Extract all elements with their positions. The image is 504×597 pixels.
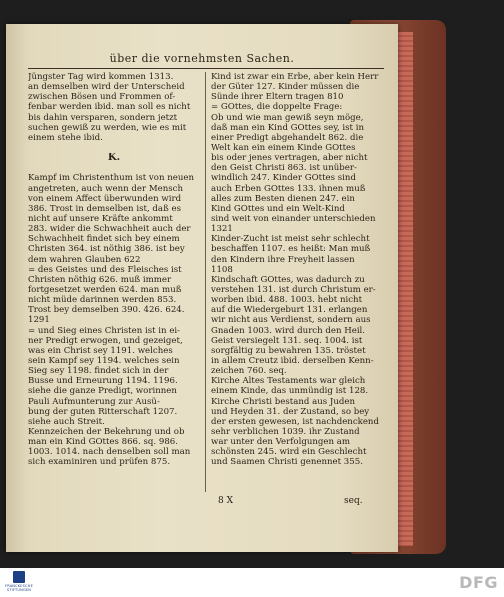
right-column <box>211 72 383 467</box>
text-line: = GOttes, die doppelte Frage: <box>211 102 343 113</box>
text-line: Kinder-Zucht ist meist sehr schlecht <box>211 234 370 245</box>
text-line: von einem Affect überwunden wird <box>28 193 182 204</box>
text-line: fenbar werden ibid. man soll es nicht <box>28 102 191 113</box>
text-line: 1321 <box>211 224 233 235</box>
viewer-footer <box>0 568 504 597</box>
text-line: Kind ist zwar ein Erbe, aber kein Herr <box>211 72 379 82</box>
text-line: Christen 364. ist nöthig 386. ist bey <box>28 244 185 255</box>
text-line: dem wahren Glauben 622 <box>28 254 141 265</box>
text-line: Kind GOttes und ein Welt-Kind <box>211 203 345 214</box>
text-line: 1003. 1014. nach denselben soll man <box>28 447 191 458</box>
text-line: auch Erben GOttes 133. ihnen muß <box>211 183 366 194</box>
text-line: siehe auch Streit. <box>28 416 105 427</box>
text-line: siehe die ganze Predigt, worinnen <box>28 386 177 397</box>
francke-logo[interactable] <box>4 571 34 594</box>
text-line: schönsten 245. wird ein Geschlecht <box>211 447 367 458</box>
text-line: bis dahin versparen, sondern jetzt <box>28 112 178 123</box>
text-line: Sünde ihrer Eltern tragen 810 <box>211 92 344 103</box>
left-column <box>28 72 200 467</box>
text-line: und Heyden 31. der Zustand, so bey <box>211 406 370 417</box>
text-line: Gnaden 1003. wird durch den Heil. <box>211 325 366 336</box>
catchword: seq. <box>344 496 363 506</box>
text-line: war unter den Verfolgungen am <box>211 437 351 448</box>
text-line: bis oder jenes vertragen, aber nicht <box>211 153 368 164</box>
text-line: der Güter 127. Kinder müssen die <box>211 82 360 93</box>
francke-logo-text: FRANCKESCHE STIFTUNGEN <box>5 584 33 592</box>
text-line: was ein Christ sey 1191. welches <box>28 345 173 356</box>
text-line: den Kindern ihre Freyheit lassen <box>211 254 355 265</box>
text-line: ner Predigt erwogen, und gezeiget, <box>28 335 183 346</box>
text-line: Trost bey demselben 390. 426. 624. <box>28 305 185 316</box>
text-line: 386. Trost in demselben ist, daß es <box>28 203 181 214</box>
text-line: suchen gewiß zu werden, wie es mit <box>28 122 187 133</box>
text-line: nicht müde darinnen werden 853. <box>28 295 177 306</box>
text-line: Kindschaft GOttes, was dadurch zu <box>211 274 365 285</box>
text-line: Ob und wie man gewiß seyn möge, <box>211 112 364 123</box>
text-line: einem stehe ibid. <box>28 132 103 143</box>
text-line: verstehen 131. ist durch Christum er- <box>211 284 376 295</box>
text-line: Christen nöthig 626. muß immer <box>28 274 172 285</box>
text-line: an demselben wird der Unterscheid <box>28 82 185 93</box>
text-line: sorgfältig zu bewahren 135. tröstet <box>211 345 366 356</box>
header-rule <box>28 68 384 69</box>
text-line: Welt kan ein einem Kinde GOttes <box>211 142 356 153</box>
text-line: windlich 247. Kinder GOttes sind <box>211 173 356 184</box>
text-line <box>28 163 200 173</box>
text-line: alles zum Besten dienen 247. ein <box>211 193 355 204</box>
francke-logo-icon <box>13 571 25 583</box>
dfg-logo[interactable]: DFG <box>459 573 498 592</box>
text-line: Pauli Aufmunterung zur Ausü- <box>28 396 160 407</box>
text-line: Schwachheit findet sich bey einem <box>28 234 180 245</box>
text-line: K. <box>107 153 121 164</box>
text-line: Kirche Christi bestand aus Juden <box>211 396 355 407</box>
text-line: wir nicht aus Verdienst, sondern aus <box>211 315 371 326</box>
text-line: Busse und Erneurung 1194. 1196. <box>28 376 178 387</box>
text-line: sein Kampf sey 1194. welches sein <box>28 355 180 366</box>
signature-mark: 8 X <box>218 496 233 506</box>
text-line: Geist versiegelt 131. seq. 1004. ist <box>211 335 363 346</box>
text-line: angetreten, auch wenn der Mensch <box>28 183 184 194</box>
text-line: Kirche Altes Testaments war gleich <box>211 376 366 387</box>
text-line: sind weit von einander unterschieden <box>211 213 376 224</box>
text-line: daß man ein Kind GOttes sey, ist in <box>211 122 365 133</box>
text-line: zeichen 760. seq. <box>211 366 287 377</box>
text-line: zwischen Bösen und Frommen of- <box>28 92 176 103</box>
text-line: in allem Creutz ibid. derselben Kenn- <box>211 355 374 366</box>
text-line: fortgesetzet werden 624. man muß <box>28 284 182 295</box>
column-divider <box>205 72 206 492</box>
text-line: beschaffen 1107. es heißt: Man muß <box>211 244 371 255</box>
text-line <box>28 143 200 153</box>
running-header: über die vornehmsten Sachen. <box>109 52 295 65</box>
text-line: 1291 <box>28 315 50 326</box>
text-line: worben ibid. 488. 1003. hebt nicht <box>211 295 363 306</box>
text-line: nicht auf unsere Kräfte ankommt <box>28 213 173 224</box>
text-line: Jüngster Tag wird kommen 1313. <box>28 72 174 82</box>
text-line: den Geist Christi 863. ist unüber- <box>211 163 357 174</box>
text-line: = des Geistes und des Fleisches ist <box>28 264 182 275</box>
text-line: Kennzeichen der Bekehrung und ob <box>28 426 185 437</box>
text-line: auf die Wiedergeburt 131. erlangen <box>211 305 368 316</box>
text-line: Sieg sey 1198. findet sich in der <box>28 366 169 377</box>
text-line: 1108 <box>211 264 233 275</box>
text-line: einem Kinde, das unmündig ist 128. <box>211 386 369 397</box>
text-line: sehr verblichen 1039. ihr Zustand <box>211 426 360 437</box>
text-line: der ersten gewesen, ist nachdenckend <box>211 416 379 427</box>
text-line: man ein Kind GOttes 866. sq. 986. <box>28 437 178 448</box>
text-line: Kampf im Christenthum ist von neuen <box>28 173 195 184</box>
text-line: = und Sieg eines Christen ist in ei- <box>28 325 181 336</box>
text-line: sich examiniren und prüfen 875. <box>28 457 171 468</box>
text-line: und Saamen Christi genennet 355. <box>211 457 363 468</box>
text-line: einer Predigt abgehandelt 862. die <box>211 132 364 143</box>
book-page <box>6 24 398 552</box>
text-line: 283. wider die Schwachheit auch der <box>28 224 191 235</box>
text-line: bung der guten Ritterschaft 1207. <box>28 406 178 417</box>
